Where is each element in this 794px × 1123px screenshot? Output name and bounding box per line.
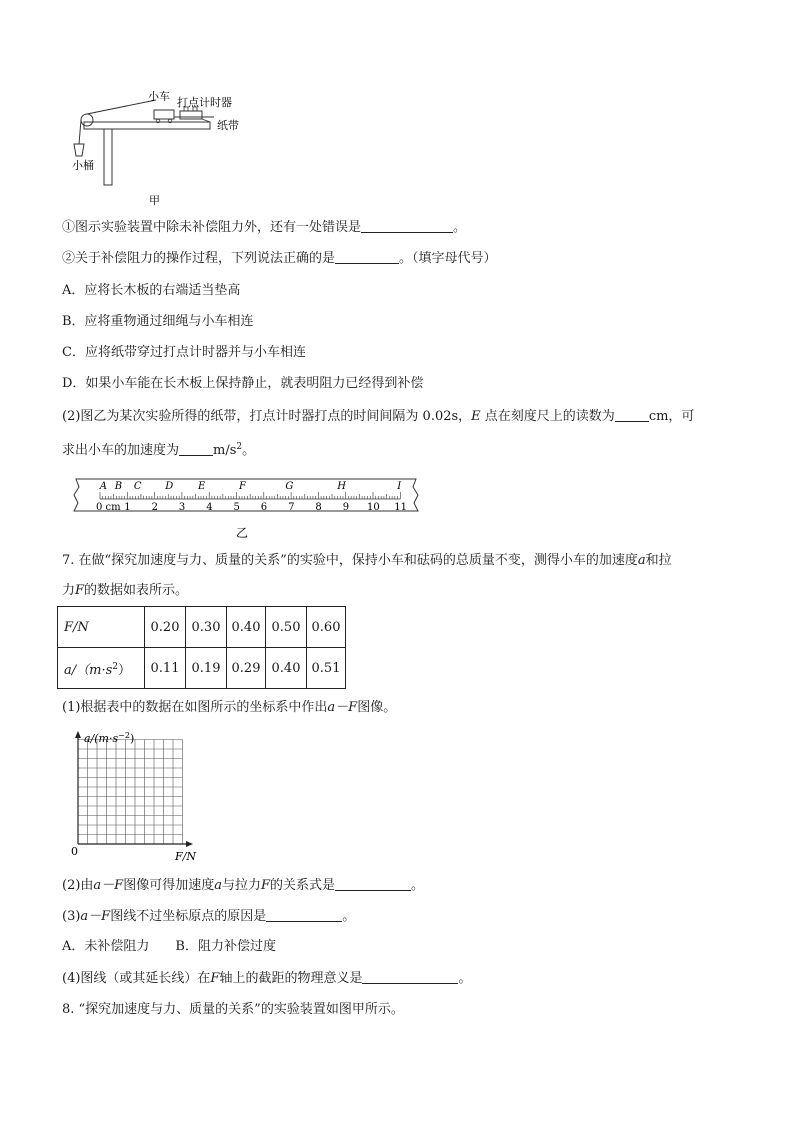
answer-blank[interactable] [361,218,453,233]
q7-sub1 [62,699,396,717]
unit-ms: m/s [213,443,237,458]
ruler-number: 10 [367,502,380,513]
unit-cm: cm，可 [648,409,695,424]
tape-point-label: B [114,481,123,492]
option-c: C．应将纸带穿过打点计时器并与小车相连 [62,345,306,360]
q6-part2-line2 [62,438,255,460]
var-a: a [214,878,222,893]
apparatus-figure [62,86,262,216]
table-cell: 0.11 [145,648,186,689]
q7-sub4-end: 。 [458,971,472,986]
bucket-icon [74,144,84,156]
timer-icon [180,111,202,119]
unit-sup: 2 [236,442,243,452]
q7-text-b: 和拉 [645,553,672,568]
q7-sub2-text-b: 图像可得加速度 [123,878,215,893]
q7-sub2 [62,876,424,895]
q6-part2-end: 。 [242,443,256,458]
q7-sub2-text-c: 与拉力 [221,878,261,893]
q7-sub4-text: (4)图线（或其延长线）在 [62,971,211,986]
figure-caption-yi: 乙 [236,526,249,540]
ruler-number: 5 [233,502,240,513]
timer-label: 打点计时器 [177,96,232,109]
ruler-number: 1 [124,502,131,513]
tape-point-label: I [397,481,402,492]
x-axis-label: F/N [175,850,196,863]
cart-label: 小车 [148,90,170,103]
tape-label: 纸带 [217,119,239,132]
pulley-icon [81,114,93,126]
q7-text: 7. 在做“探究加速度与力、质量的关系”的实验中，保持小车和砝码的总质量不变，测得小车的加速度 [62,553,638,568]
answer-blank[interactable] [179,441,213,456]
q6-part2-text-c: 求出小车的加速度为 [62,443,180,458]
tape-point-label: E [198,481,206,492]
tape-point-label: A [99,481,107,492]
table-cell: 0.30 [186,607,227,648]
table-cell: 0.50 [266,607,307,648]
long-board [84,122,210,129]
ruler-number: 6 [260,502,268,513]
ruler-number: 4 [206,502,213,513]
ruler-number: 3 [178,502,186,513]
figure-caption-jia: 甲 [149,194,160,207]
answer-blank[interactable] [362,969,458,984]
data-table [57,606,346,689]
tape-point-label: G [285,481,294,492]
y-axis-label: $a/(m\cdot s^{-2})$ [84,731,135,745]
option-d: D．如果小车能在长木板上保持静止，就表明阻力已经得到补偿 [62,376,424,391]
q6-part2-line1 [62,407,694,426]
q7-sub2-end: 。 [411,878,425,893]
answer-blank[interactable] [335,876,411,891]
q7-sub1-end: 图像。 [357,700,397,715]
q7-sub3-text-b: 图线不过坐标原点的原因是 [110,909,267,924]
cart-icon [154,110,174,119]
plot-grid[interactable] [62,726,222,866]
ruler-number: 7 [288,502,295,513]
ruler-number: 11 [394,502,408,513]
y-axis-arrow [75,731,81,738]
q6-line1-end: 。 [453,220,467,235]
q6-line2-text: ②关于补偿阻力的操作过程，下列说法正确的是 [62,251,336,266]
table-row [58,648,346,689]
q7-sub3-text: (3) [62,909,81,924]
q7-sub1-text: (1)根据表中的数据在如图所示的坐标系中作出 [62,700,328,715]
q7-sub3 [62,907,355,926]
expr-a-f: a－F [327,700,358,715]
q6-line2 [62,249,497,268]
q7-sub2-text: (2)由 [62,878,94,893]
table-header-a: $a/(m\cdot s^2)$ [58,648,145,689]
table-leg [104,129,112,185]
tape-point-label: C [133,481,142,492]
expr-a-f: a－F [93,878,124,893]
var-e: E [471,409,481,424]
ruler-figure [70,473,422,545]
q7-line2 [62,582,188,600]
table-cell: 0.40 [227,607,266,648]
table-row [58,607,346,648]
x-axis-arrow [186,841,193,847]
table-cell: 0.20 [145,607,186,648]
q6-line1-text: ①图示实验装置中除未补偿阻力外，还有一处错误是 [62,220,362,235]
ruler-number: 2 [151,502,158,513]
q6-part2-text-b: 点在刻度尺上的读数为 [480,409,615,424]
table-cell: 0.29 [227,648,266,689]
ruler-number: 0 cm [96,502,121,513]
q6-line1 [62,218,466,237]
bucket-label: 小桶 [72,159,94,172]
q7-text-d: 的数据如表所示。 [84,583,189,598]
option-a: A．应将长木板的右端适当垫高 [62,283,241,298]
ruler-number: 9 [342,502,350,513]
table-cell: 0.19 [186,648,227,689]
var-a: a [637,553,646,568]
table-cell: 0.40 [266,648,307,689]
origin-label: 0 [71,845,78,858]
q6-part2-text: (2)图乙为某次实验所得的纸带，打点计时器打点的时间间隔为 0.02s， [62,409,472,424]
answer-blank[interactable] [335,249,399,264]
q7-sub2-text-d: 的关系式是 [270,878,336,893]
q7-sub4-text-b: 轴上的截距的物理意义是 [219,971,363,986]
q7-text-c: 力 [62,583,76,598]
q7-line1 [62,552,672,570]
expr-a-f: a－F [80,909,111,924]
option-b: B．应将重物通过细绳与小车相连 [62,314,254,329]
q7-sub3-end: 。 [342,909,356,924]
ruler-number: 8 [315,502,322,513]
q7-sub4 [62,969,471,988]
q6-line2-end: 。（填字母代号） [399,251,497,266]
var-f: F [261,878,271,893]
q7-sub3-options: A．未补偿阻力 B．阻力补偿过度 [62,939,276,954]
answer-blank[interactable] [615,407,649,422]
table-cell: 0.60 [307,607,346,648]
var-f: F [75,583,85,598]
tape-point-label: F [238,481,246,492]
q8-line1: 8. “探究加速度与力、质量的关系”的实验装置如图甲所示。 [62,1002,404,1017]
tape-point-label: D [165,481,174,492]
tape-point-label: H [337,481,346,492]
table-cell: 0.51 [307,648,346,689]
answer-blank[interactable] [266,907,342,922]
table-header-f: F/N [58,607,145,648]
var-f: F [210,971,220,986]
